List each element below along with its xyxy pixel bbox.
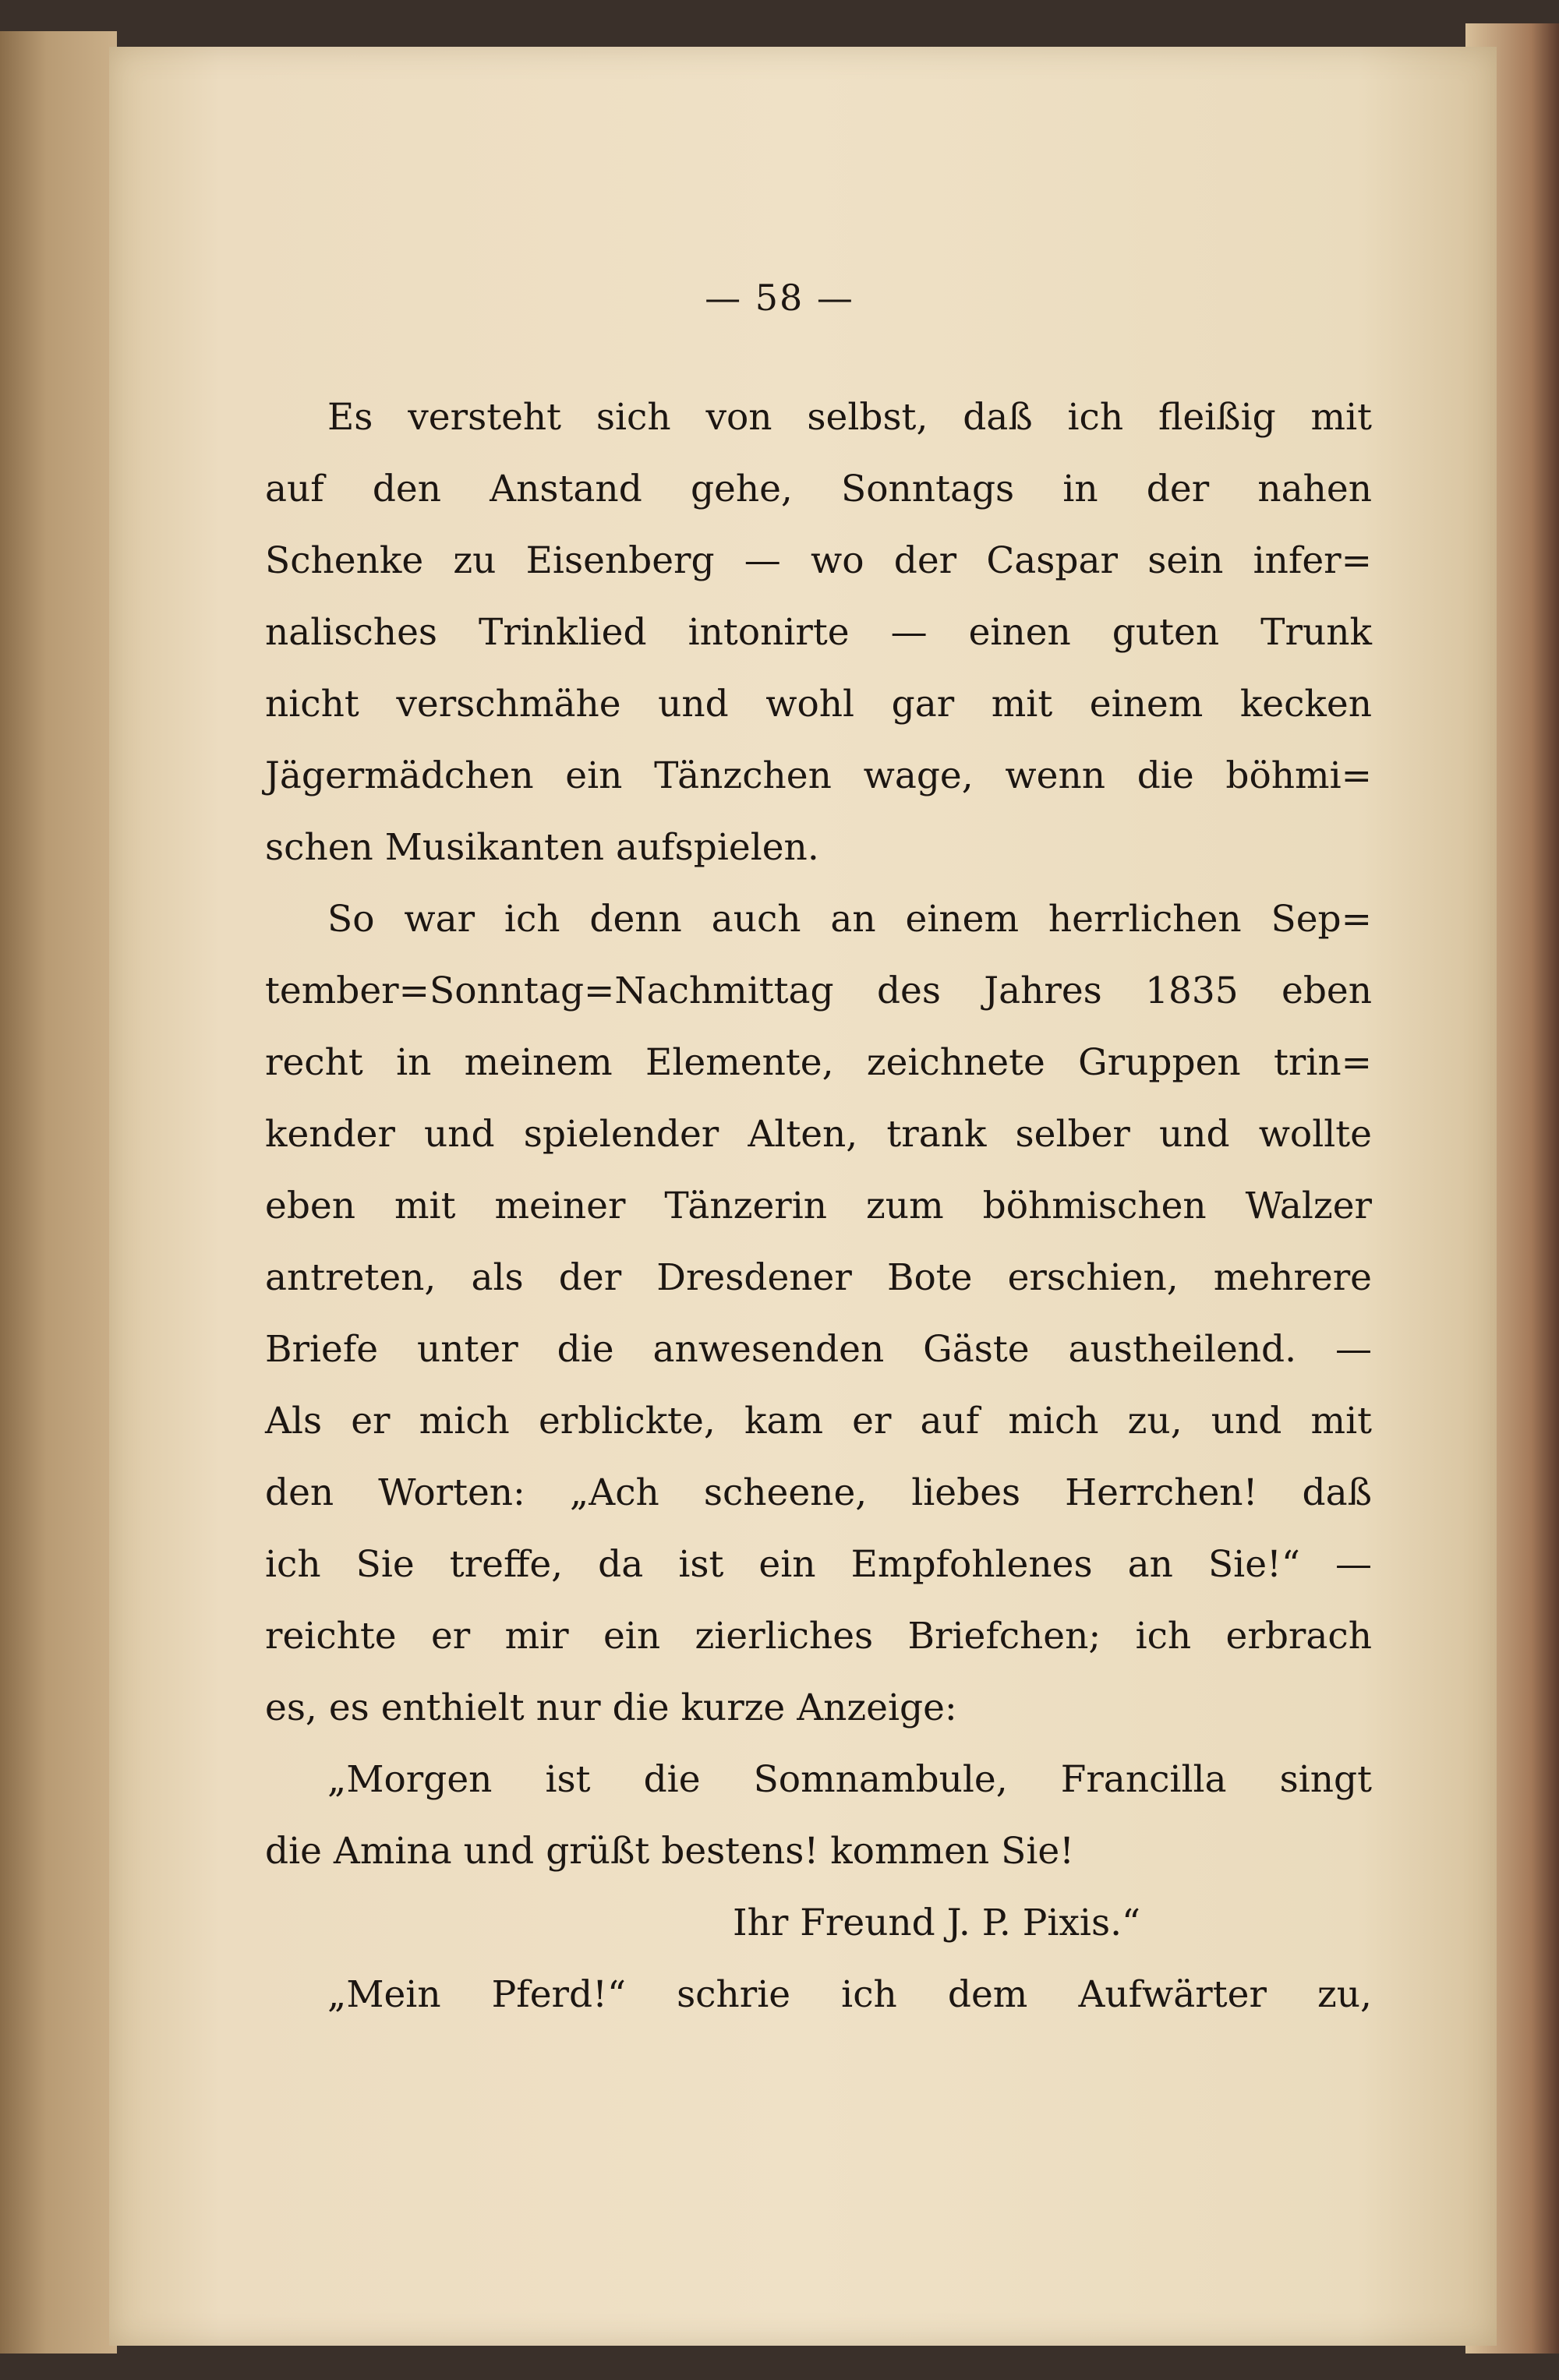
text-line: es, es enthielt nur die kurze Anzeige: <box>265 1686 957 1729</box>
text-line: den Worten: „Ach scheene, liebes Herrchen! daß <box>265 1471 1372 1514</box>
text-line: nicht verschmähe und wohl gar mit einem kecken <box>265 683 1372 726</box>
text-line: tember=Sonntag=Nachmittag des Jahres 1835 eben <box>265 969 1372 1012</box>
text-line: „Morgen ist die Somnambule, Francilla singt <box>327 1758 1372 1801</box>
text-line: reichte er mir ein zierliches Briefchen; ich erbrach <box>265 1615 1372 1658</box>
book-cover-edge <box>0 31 117 2354</box>
text-line: schen Musikanten aufspielen. <box>265 826 819 869</box>
page-text <box>265 382 1372 2031</box>
text-line: Jägermädchen ein Tänzchen wage, wenn die böhmi= <box>265 754 1372 797</box>
text-line: eben mit meiner Tänzerin zum böhmischen Walzer <box>265 1185 1372 1227</box>
text-line: „Mein Pferd!“ schrie ich dem Aufwärter zu, <box>327 1973 1372 2016</box>
signature-line: Ihr Freund J. P. Pixis.“ <box>733 1902 1141 1944</box>
text-line: Es versteht sich von selbst, daß ich fleißig mit <box>327 396 1372 439</box>
text-line: auf den Anstand gehe, Sonntags in der nahen <box>265 468 1372 510</box>
page-number: — 58 — <box>705 277 854 319</box>
text-line: recht in meinem Elemente, zeichnete Gruppen trin= <box>265 1041 1372 1084</box>
text-line: die Amina und grüßt bestens! kommen Sie! <box>265 1830 1075 1873</box>
text-line: So war ich denn auch an einem herrlichen Sep= <box>327 898 1372 941</box>
text-line: Als er mich erblickte, kam er auf mich zu, und mit <box>265 1400 1372 1442</box>
text-line: Schenke zu Eisenberg — wo der Caspar sein infer= <box>265 539 1372 582</box>
text-line: kender und spielender Alten, trank selber und wollte <box>265 1113 1372 1156</box>
text-line: Briefe unter die anwesenden Gäste austheilend. — <box>265 1328 1372 1371</box>
text-line: nalisches Trinklied intonirte — einen guten Trunk <box>265 611 1372 654</box>
text-line: ich Sie treffe, da ist ein Empfohlenes an Sie!“ — <box>265 1543 1372 1586</box>
text-line: antreten, als der Dresdener Bote erschien, mehrere <box>265 1256 1372 1299</box>
